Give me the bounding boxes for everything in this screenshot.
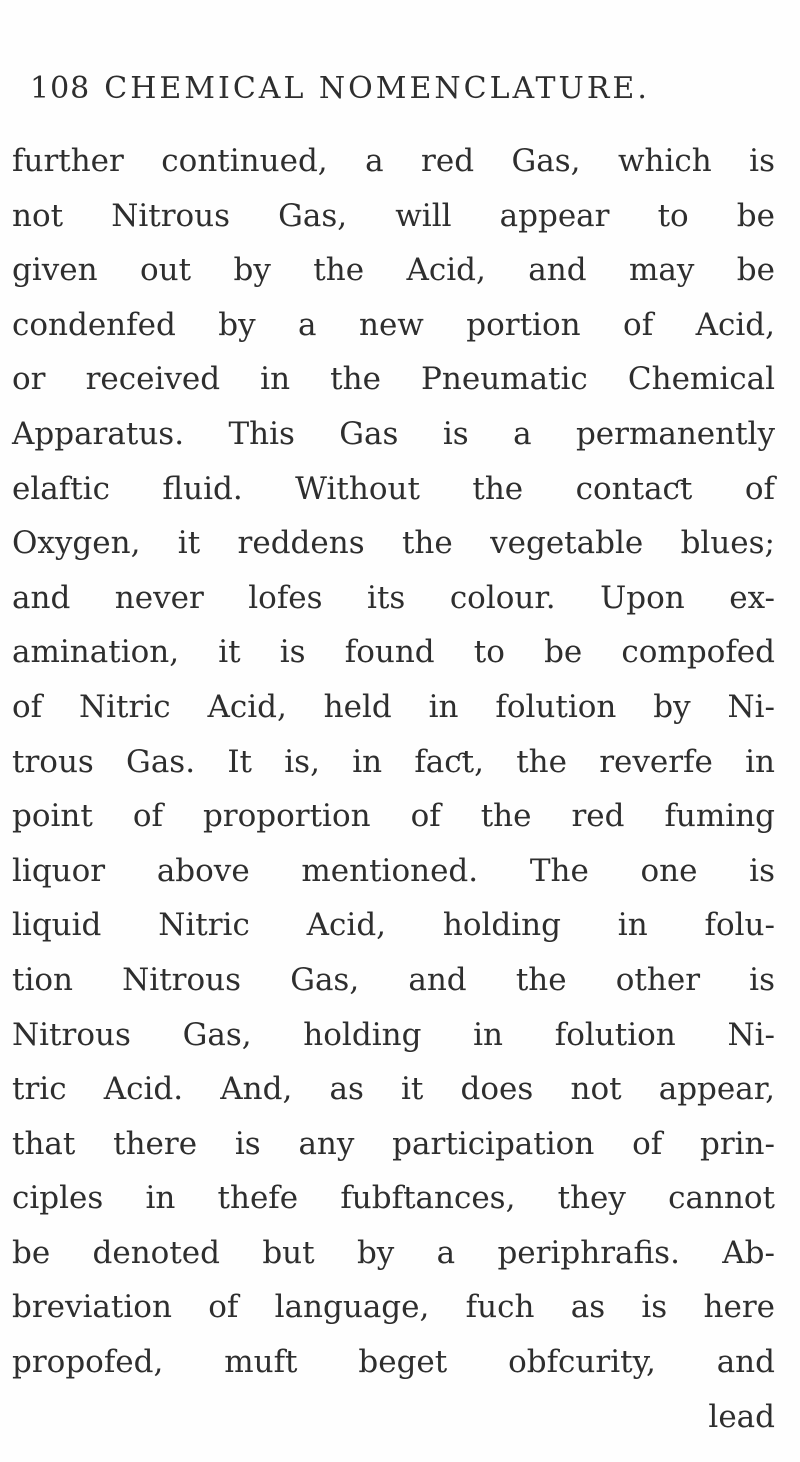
text-line: be denoted but by a periphrafis. Ab- — [12, 1234, 775, 1271]
text-line: amination, it is found to be compofed — [12, 634, 775, 671]
text-line: liquid Nitric Acid, holding in folu- — [12, 907, 775, 944]
text-line: tric Acid. And, as it does not appear, — [12, 1071, 775, 1108]
text-line: Apparatus. This Gas is a permanently — [12, 415, 775, 452]
running-title: CHEMICAL NOMENCLATURE. — [104, 71, 650, 106]
text-line: Nitrous Gas, holding in folution Ni- — [12, 1016, 775, 1053]
text-line: or received in the Pneumatic Chemical — [12, 361, 775, 398]
body-text — [12, 134, 800, 1444]
text-line: of Nitric Acid, held in folution by Ni- — [12, 688, 775, 725]
text-line: trous Gas. It is, in faƈt, the reverfe in — [12, 743, 775, 780]
text-line: tion Nitrous Gas, and the other is — [12, 961, 775, 998]
text-line: ciples in thefe fubftances, they cannot — [12, 1180, 775, 1217]
text-line: point of proportion of the red fuming — [12, 798, 775, 835]
text-line: breviation of language, fuch as is here — [12, 1289, 775, 1326]
text-line: not Nitrous Gas, will appear to be — [12, 197, 775, 234]
text-line: that there is any participation of prin- — [12, 1125, 775, 1162]
text-line: condenfed by a new portion of Acid, — [12, 306, 775, 343]
text-line: liquor above mentioned. The one is — [12, 852, 775, 889]
text-line: given out by the Acid, and may be — [12, 252, 775, 289]
text-line: propofed, muft beget obfcurity, and — [12, 1344, 775, 1381]
page-header — [30, 64, 770, 114]
catchword: lead — [708, 1398, 775, 1435]
text-line: elaftic fluid. Without the contaƈt of — [12, 470, 775, 507]
text-line: further continued, a red Gas, which is — [12, 143, 775, 179]
text-line: Oxygen, it reddens the vegetable blues; — [12, 525, 775, 562]
text-line: and never lofes its colour. Upon ex- — [12, 579, 775, 616]
page-number: 108 — [30, 71, 91, 106]
